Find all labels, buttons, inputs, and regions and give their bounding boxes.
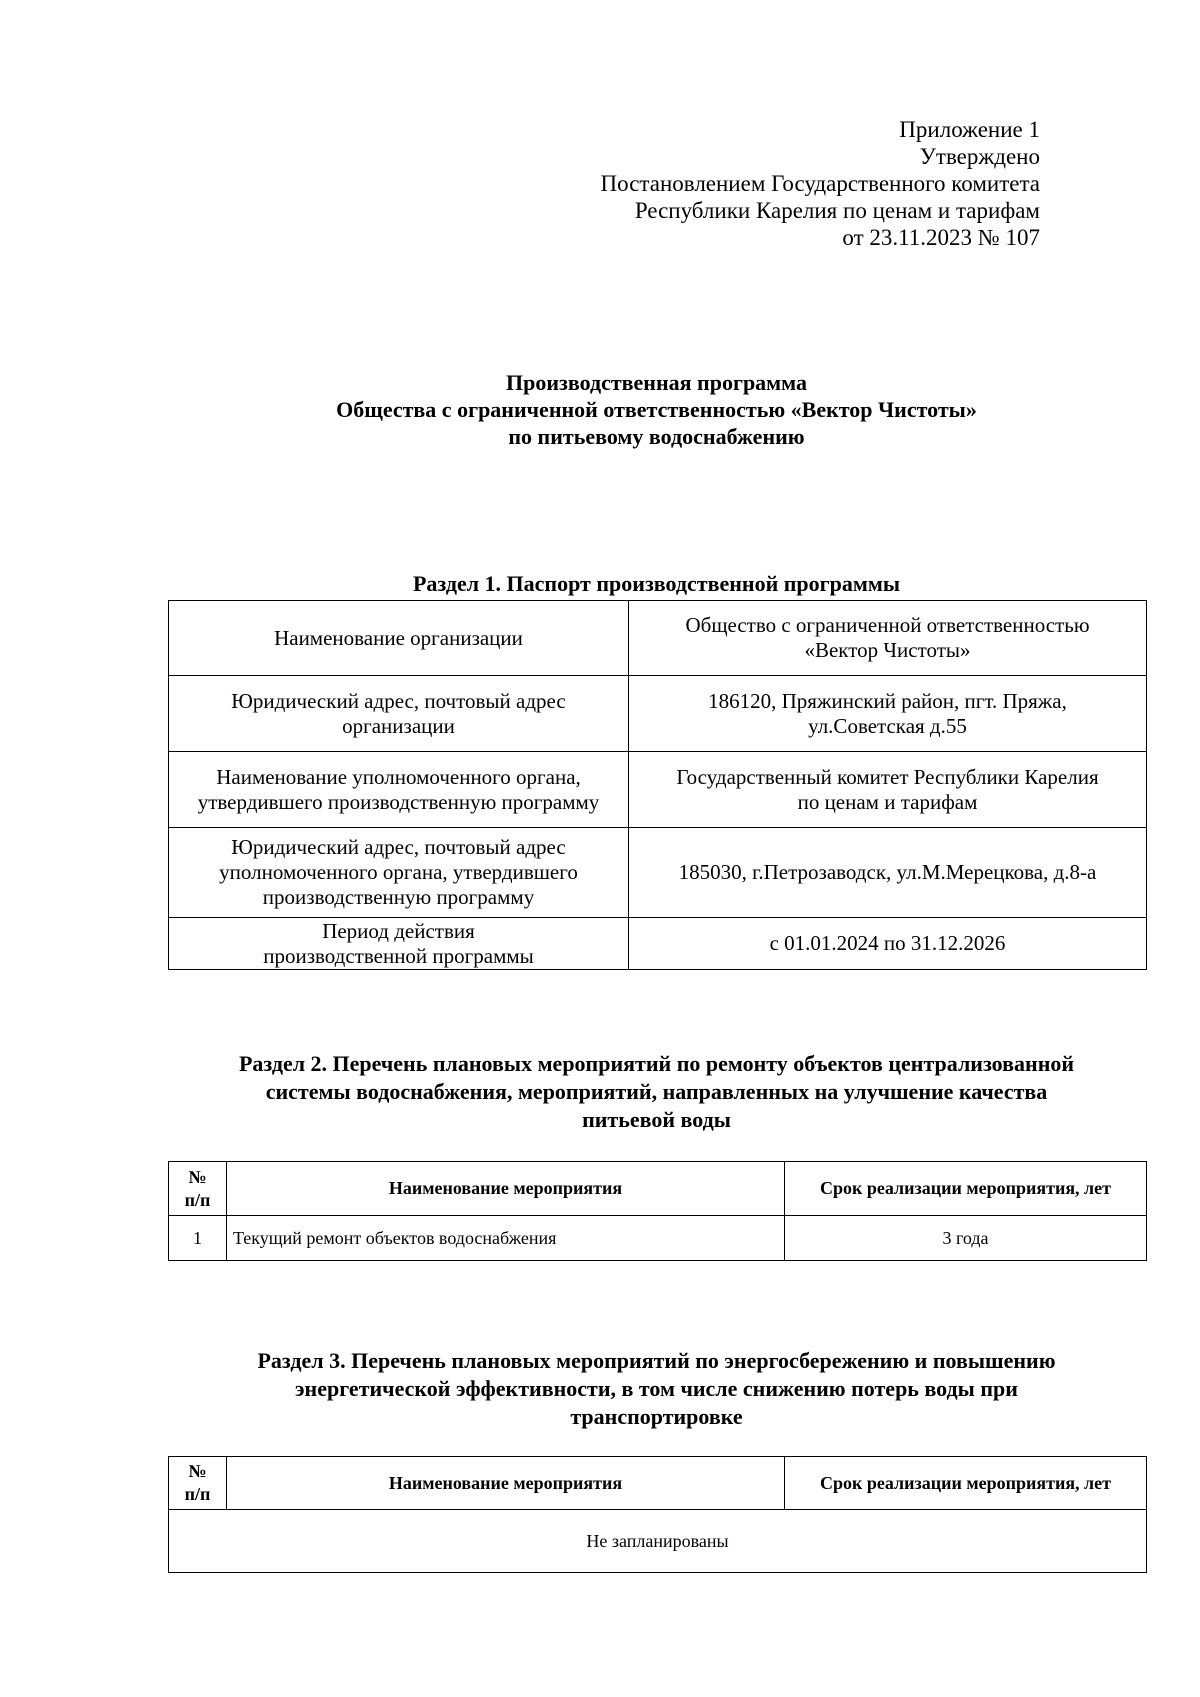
cell-line: Общество с ограниченной ответственностью — [685, 613, 1090, 637]
cell-line: Наименование уполномоченного органа, — [216, 764, 581, 789]
cell-line: организации — [342, 713, 455, 738]
table-header-row — [169, 1162, 1147, 1216]
heading-line: питьевой воды — [582, 1107, 731, 1132]
cell-line: 186120, Пряжинский район, пгт. Пряжа, — [708, 688, 1067, 713]
cell-line: Наименование организации — [274, 625, 523, 650]
approval-authority-line2: Республики Карелия по ценам и тарифам — [634, 198, 1040, 223]
title-line: по питьевому водоснабжению — [508, 424, 805, 449]
cell-line: Государственный комитет Республики Карелия — [676, 764, 1099, 789]
repair-measures-table — [168, 1161, 1147, 1261]
passport-value-cell — [629, 828, 1147, 918]
document-title — [0, 369, 1200, 450]
column-header-number — [169, 1457, 227, 1510]
table-row — [169, 676, 1147, 752]
section2-heading — [168, 1050, 1145, 1134]
table-row — [169, 752, 1147, 828]
cell-line: Период действия — [322, 918, 475, 943]
approved-label: Утверждено — [919, 144, 1040, 169]
table-row — [169, 828, 1147, 918]
passport-label-cell — [169, 752, 629, 828]
heading-line: энергетической эффективности, в том числе снижению потерь воды при — [295, 1376, 1018, 1401]
cell-line: утвердившего производственную программу — [197, 789, 600, 814]
cell-line: «Вектор Чистоты» — [804, 638, 971, 662]
section1-heading: Раздел 1. Паспорт производственной программы — [412, 571, 901, 596]
table-row — [169, 1216, 1147, 1261]
cell-number: 1 — [169, 1216, 227, 1261]
cell-line: производственной программы — [263, 943, 534, 968]
column-header-number — [169, 1162, 227, 1216]
approval-block — [601, 116, 1040, 251]
column-header-term: Срок реализации мероприятия, лет — [785, 1162, 1147, 1216]
table-row — [169, 601, 1147, 676]
section3-heading — [168, 1347, 1145, 1431]
table-header-row — [169, 1457, 1147, 1510]
header-line: № — [188, 1166, 207, 1187]
approval-date-number: от 23.11.2023 № 107 — [842, 225, 1040, 250]
cell-not-planned: Не запланированы — [169, 1510, 1147, 1573]
passport-label-cell — [169, 601, 629, 676]
passport-table — [168, 600, 1147, 970]
cell-line: 185030, г.Петрозаводск, ул.М.Мерецкова, д.8-а — [678, 860, 1097, 884]
heading-line: Раздел 3. Перечень плановых мероприятий по энергосбережению и повышению — [257, 1348, 1056, 1373]
heading-line: системы водоснабжения, мероприятий, направленных на улучшение качества — [265, 1079, 1048, 1104]
appendix-label: Приложение 1 — [899, 117, 1040, 142]
title-line: Производственная программа — [505, 370, 808, 395]
passport-label-cell — [169, 918, 629, 970]
column-header-measure-name: Наименование мероприятия — [227, 1162, 785, 1216]
passport-label-cell — [169, 676, 629, 752]
heading-line: Раздел 2. Перечень плановых мероприятий по ремонту объектов централизованной — [238, 1051, 1075, 1076]
passport-value-cell — [629, 918, 1147, 970]
header-line: № — [188, 1461, 207, 1481]
cell-line: ул.Советская д.55 — [808, 713, 967, 738]
column-header-term: Срок реализации мероприятия, лет — [785, 1457, 1147, 1510]
cell-term: 3 года — [785, 1216, 1147, 1261]
passport-label-cell — [169, 828, 629, 918]
cell-line: Юридический адрес, почтовый адрес — [231, 835, 566, 859]
cell-measure-name: Текущий ремонт объектов водоснабжения — [227, 1216, 785, 1261]
approval-authority-line1: Постановлением Государственного комитета — [600, 171, 1040, 196]
energy-measures-table — [168, 1456, 1147, 1573]
heading-line: транспортировке — [570, 1404, 743, 1429]
title-line: Общества с ограниченной ответственностью «Вектор Чистоты» — [336, 397, 977, 422]
cell-line: производственную программу — [262, 885, 535, 909]
column-header-measure-name: Наименование мероприятия — [227, 1457, 785, 1510]
cell-line: по ценам и тарифам — [797, 789, 978, 814]
cell-line: Юридический адрес, почтовый адрес — [231, 688, 566, 713]
table-row — [169, 1510, 1147, 1573]
passport-value-cell — [629, 601, 1147, 676]
header-line: п/п — [184, 1484, 211, 1504]
header-line: п/п — [184, 1189, 211, 1210]
table-row — [169, 918, 1147, 970]
passport-value-cell — [629, 676, 1147, 752]
cell-line: уполномоченного органа, утвердившего — [219, 860, 578, 884]
cell-line: с 01.01.2024 по 31.12.2026 — [769, 931, 1006, 955]
passport-value-cell — [629, 752, 1147, 828]
